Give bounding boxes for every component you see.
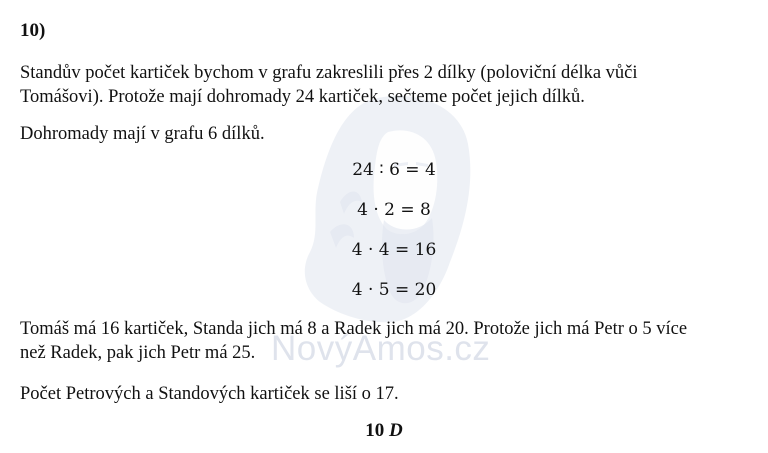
answer-number: 10 (365, 420, 385, 441)
watermark-text: NovýAmos.cz (271, 329, 491, 368)
equation: 4 · 2 = 8 (357, 200, 431, 220)
answer-letter: D (389, 420, 403, 441)
text-line: Tomáš má 16 kartiček, Standa jich má 8 a Radek jich má 20. Protože jich má Petr o 5 více (20, 319, 688, 339)
equation: 24 ∶ 6 = 4 (352, 160, 436, 180)
answer-label (0, 420, 768, 442)
text-line: Standův počet kartiček bychom v grafu zakreslili přes 2 dílky (poloviční délka vůči (20, 63, 638, 83)
final-statement: Počet Petrových a Standových kartiček se liší o 17. (20, 384, 399, 404)
total-parts-paragraph: Dohromady mají v grafu 6 dílků. (20, 124, 265, 144)
text-line: než Radek, pak jich Petr má 25. (20, 343, 256, 363)
equation: 4 · 5 = 20 (351, 280, 437, 300)
equation: 4 · 4 = 16 (351, 240, 437, 260)
equations-block (20, 160, 768, 320)
problem-number: 10) (20, 20, 46, 41)
conclusion-paragraph (20, 317, 688, 368)
explanation-paragraph (20, 61, 638, 109)
text-line: Tomášovi). Protože mají dohromady 24 kartiček, sečteme počet jejich dílků. (20, 87, 585, 107)
